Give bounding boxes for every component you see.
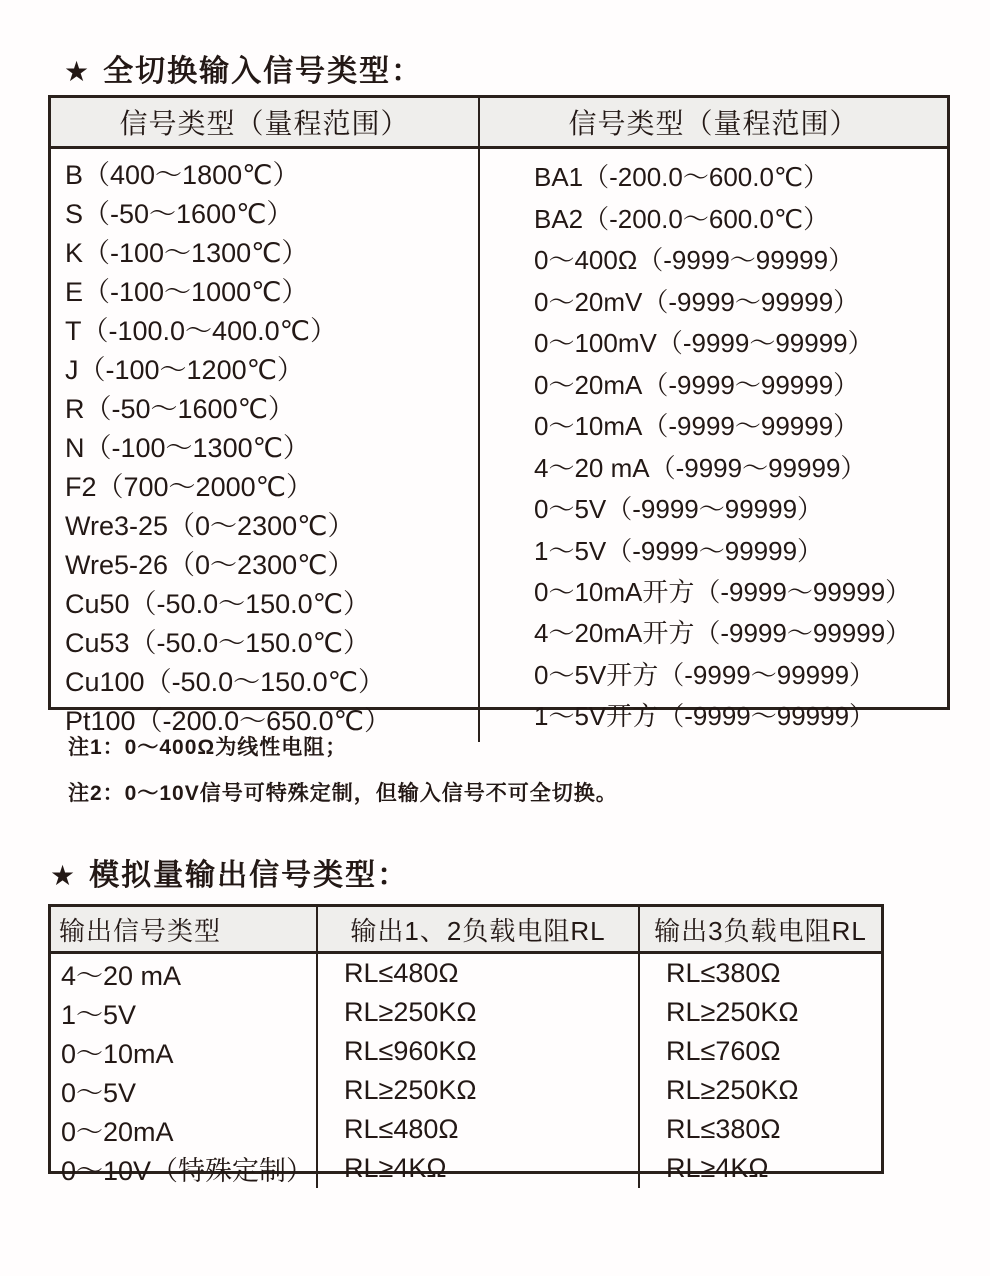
section1-heading [64, 46, 423, 90]
output-signal-type-cell: 0～20mA [51, 1110, 318, 1149]
output-table-header-rl12: 输出1、2负载电阻RL [318, 907, 640, 951]
load-resistance-out3-cell: RL≥250KΩ [666, 1075, 799, 1105]
signal-type-entry: Wre5-26（0～2300℃） [65, 550, 355, 580]
signal-type-entry: Wre3-25（0～2300℃） [65, 511, 355, 541]
signal-type-entry: Pt100（-200.0～650.0℃） [65, 706, 392, 736]
input-table-right-column [480, 149, 947, 742]
signal-type-entry: BA1（-200.0～600.0℃） [534, 162, 830, 193]
load-resistance-out3-cell: RL≥4KΩ [666, 1153, 769, 1183]
signal-type-entry: Cu53（-50.0～150.0℃） [65, 628, 370, 658]
load-resistance-out3-cell: RL≥250KΩ [666, 997, 799, 1027]
signal-type-entry: BA2（-200.0～600.0℃） [534, 203, 830, 234]
signal-type-entry: 4～20mA开方（-9999～99999） [534, 618, 912, 649]
load-resistance-out12-cell: RL≤480Ω [318, 954, 640, 993]
input-table-header-left: 信号类型（量程范围） [51, 98, 480, 146]
signal-type-entry: R（-50～1600℃） [65, 394, 295, 424]
signal-type-entry: J（-100～1200℃） [65, 355, 304, 385]
output-table-header-type: 输出信号类型 [51, 907, 318, 951]
signal-type-entry: 0～20mV（-9999～99999） [534, 286, 860, 317]
output-table-row [51, 1149, 881, 1188]
section2-title: 模拟量输出信号类型： [89, 859, 410, 892]
input-table-body [51, 149, 947, 742]
input-table-header-right: 信号类型（量程范围） [568, 108, 859, 139]
star-icon: ★ [64, 56, 92, 87]
signal-type-entry: 1～5V开方（-9999～99999） [534, 701, 876, 732]
output-table-header-rl3: 输出3负载电阻RL [654, 915, 867, 946]
load-resistance-out12-cell: RL≤960KΩ [318, 1032, 640, 1071]
signal-type-entry: 0～10mA（-9999～99999） [534, 411, 860, 442]
load-resistance-out12-cell: RL≤480Ω [318, 1110, 640, 1149]
output-signal-type-cell: 4～20 mA [51, 954, 318, 993]
signal-type-entry: F2（700～2000℃） [65, 472, 313, 502]
output-table-row [51, 1110, 881, 1149]
load-resistance-out12-cell: RL≥250KΩ [318, 1071, 640, 1110]
star-icon: ★ [50, 860, 78, 891]
signal-type-entry: Cu50（-50.0～150.0℃） [65, 589, 370, 619]
signal-type-entry: 0～5V开方（-9999～99999） [534, 659, 876, 690]
input-table-header-row [51, 98, 947, 149]
load-resistance-out3-cell: RL≤380Ω [666, 1114, 781, 1144]
signal-type-entry: 0～5V（-9999～99999） [534, 494, 824, 525]
signal-type-entry: Cu100（-50.0～150.0℃） [65, 667, 385, 697]
input-table-left-column [51, 149, 480, 742]
signal-type-entry: 4～20 mA（-9999～99999） [534, 452, 867, 483]
output-table-row [51, 1032, 881, 1071]
output-table-row [51, 1071, 881, 1110]
input-signal-table [48, 95, 950, 736]
output-table-body [51, 954, 881, 1188]
note-2: 注2：0～10V信号可特殊定制，但输入信号不可全切换。 [68, 782, 618, 805]
section2-heading [50, 850, 409, 894]
load-resistance-out3-cell: RL≤760Ω [666, 1036, 781, 1066]
signal-type-entry: 1～5V（-9999～99999） [534, 535, 824, 566]
signal-type-entry: T（-100.0～400.0℃） [65, 316, 337, 346]
load-resistance-out3-cell: RL≤380Ω [666, 958, 781, 988]
output-signal-type-cell: 1～5V [51, 993, 318, 1032]
output-signal-type-cell: 0～10V（特殊定制） [51, 1149, 318, 1188]
signal-type-entry: B（400～1800℃） [65, 160, 300, 190]
signal-type-entry: 0～20mA（-9999～99999） [534, 369, 860, 400]
load-resistance-out12-cell: RL≥250KΩ [318, 993, 640, 1032]
note-1: 注1：0～400Ω为线性电阻； [68, 736, 348, 759]
signal-type-entry: K（-100～1300℃） [65, 238, 309, 268]
output-signal-type-cell: 0～10mA [51, 1032, 318, 1071]
signal-type-entry: N（-100～1300℃） [65, 433, 310, 463]
section1-title: 全切换输入信号类型： [103, 55, 424, 88]
load-resistance-out12-cell: RL≥4KΩ [318, 1149, 640, 1188]
output-table-header-row [51, 907, 881, 954]
signal-type-entry: 0～10mA开方（-9999～99999） [534, 576, 912, 607]
output-signal-table [48, 904, 884, 1186]
signal-type-entry: 0～400Ω（-9999～99999） [534, 245, 855, 276]
signal-type-entry: S（-50～1600℃） [65, 199, 294, 229]
signal-type-entry: 0～100mV（-9999～99999） [534, 328, 874, 359]
output-table-row [51, 954, 881, 993]
output-table-row [51, 993, 881, 1032]
signal-type-entry: E（-100～1000℃） [65, 277, 309, 307]
output-signal-type-cell: 0～5V [51, 1071, 318, 1110]
